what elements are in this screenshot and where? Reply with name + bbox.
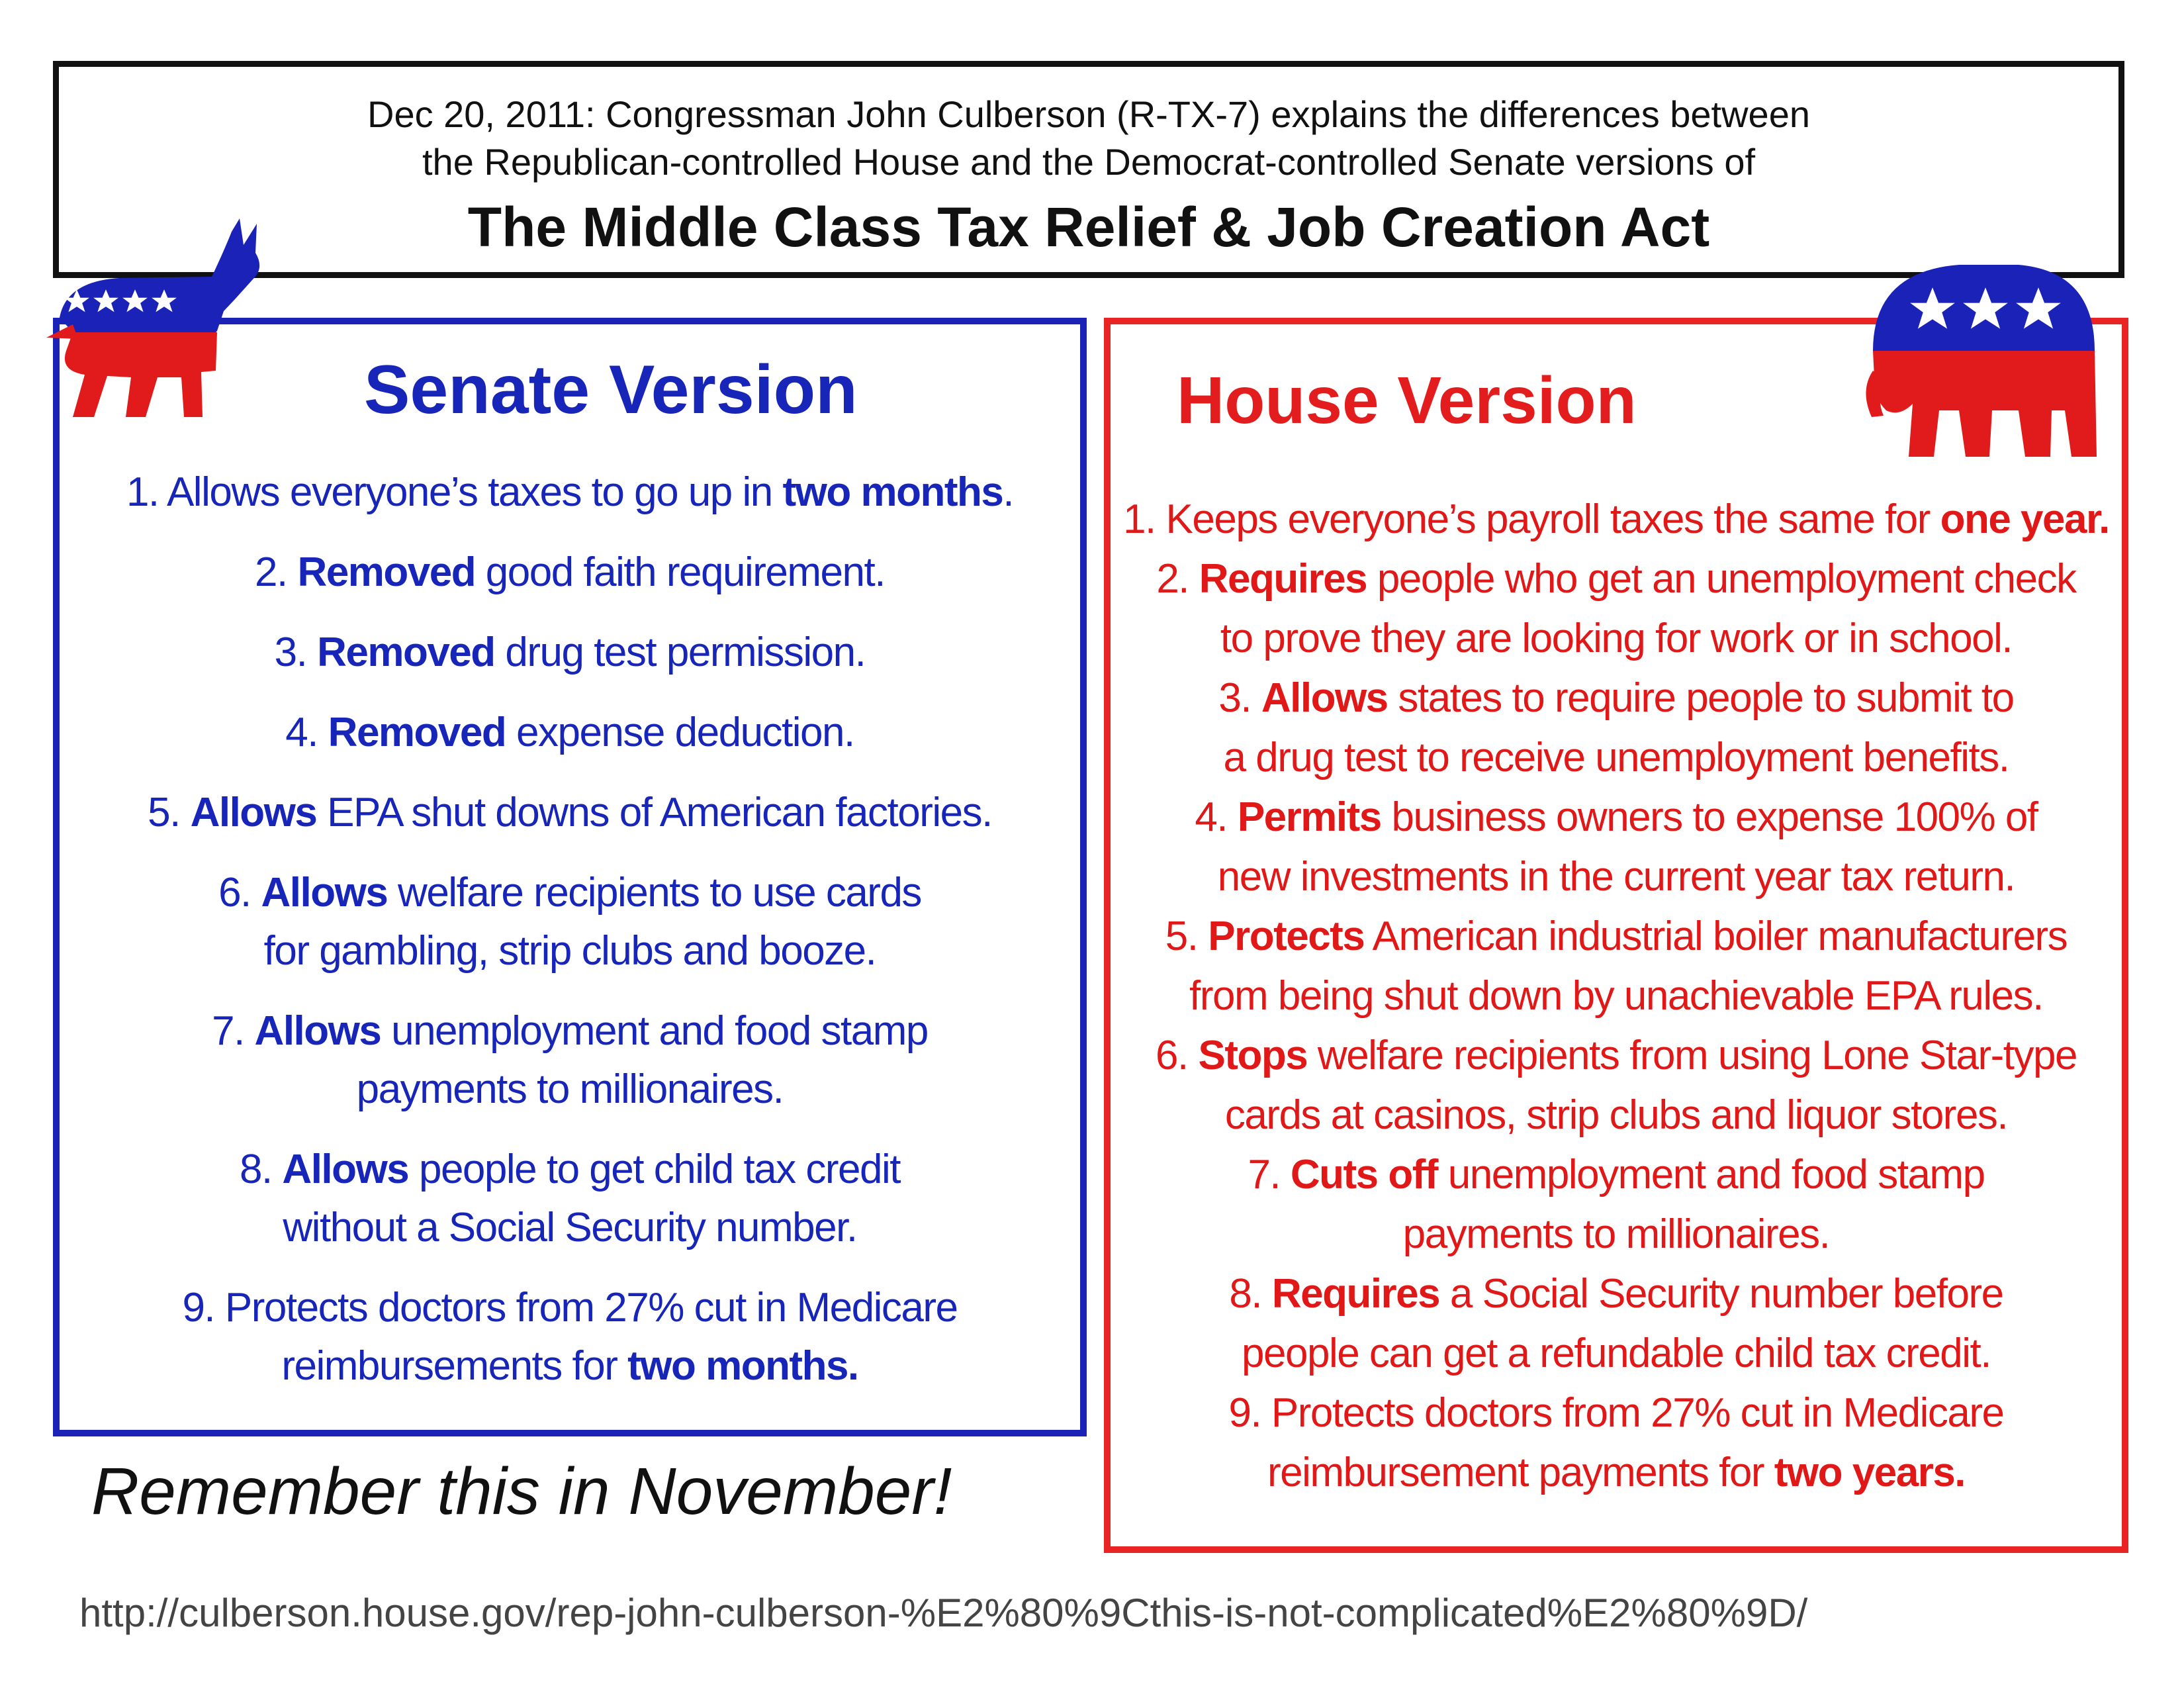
republican-elephant-icon bbox=[1860, 258, 2105, 470]
house-item bbox=[1111, 1383, 2122, 1503]
item-text: 4. bbox=[1195, 794, 1238, 840]
item-text: 7. bbox=[212, 1008, 255, 1054]
item-text-line2: reimbursement payments for bbox=[1267, 1450, 1774, 1495]
item-emphasis: two months. bbox=[627, 1343, 858, 1389]
item-emphasis: Requires bbox=[1199, 556, 1367, 602]
house-item bbox=[1111, 549, 2122, 669]
item-text: welfare recipients to use cards bbox=[387, 870, 921, 915]
house-item bbox=[1111, 788, 2122, 907]
item-emphasis: Removed bbox=[328, 710, 506, 755]
item-text: 1. Allows everyone’s taxes to go up in bbox=[126, 469, 783, 515]
item-emphasis: Allows bbox=[254, 1008, 381, 1054]
header-line-2: the Republican-controlled House and the Democrat-controlled Senate versions of bbox=[422, 141, 1756, 183]
item-text: people who get an unemployment check bbox=[1367, 556, 2076, 602]
item-text: welfare recipients from using Lone Star-type bbox=[1307, 1033, 2077, 1078]
senate-item bbox=[60, 864, 1080, 980]
item-emphasis: Removed bbox=[297, 549, 476, 595]
house-list bbox=[1111, 490, 2122, 1503]
item-text-line2: cards at casinos, strip clubs and liquor stores. bbox=[1224, 1092, 2008, 1138]
header-line-1: Dec 20, 2011: Congressman John Culberson (R-TX-7) explains the differences between bbox=[367, 93, 1810, 135]
item-text-line2: payments to millionaires. bbox=[1402, 1211, 1830, 1257]
item-text: 7. bbox=[1248, 1152, 1291, 1197]
item-emphasis: two years. bbox=[1774, 1450, 1966, 1495]
democrat-donkey-icon bbox=[46, 218, 271, 437]
item-text: 3. bbox=[274, 630, 318, 675]
senate-item bbox=[60, 624, 1080, 682]
item-emphasis: Removed bbox=[317, 630, 495, 675]
item-emphasis: Allows bbox=[261, 870, 388, 915]
item-text: 4. bbox=[285, 710, 328, 755]
house-item bbox=[1111, 1145, 2122, 1264]
item-text: 5. bbox=[148, 790, 191, 835]
item-text: expense deduction. bbox=[506, 710, 854, 755]
item-text: a Social Security number before bbox=[1439, 1271, 2003, 1317]
item-text: 1. Keeps everyone’s payroll taxes the same for bbox=[1123, 496, 1940, 542]
item-text-line2: to prove they are looking for work or in school. bbox=[1220, 616, 2013, 661]
source-url: http://culberson.house.gov/rep-john-culberson-%E2%80%9Cthis-is-not-complicated%E2%80%9D/ bbox=[79, 1591, 1808, 1635]
item-text: people to get child tax credit bbox=[408, 1147, 900, 1192]
item-text: 6. bbox=[218, 870, 261, 915]
house-item bbox=[1111, 907, 2122, 1026]
house-item bbox=[1111, 1264, 2122, 1383]
senate-item bbox=[60, 543, 1080, 602]
item-text: unemployment and food stamp bbox=[1437, 1152, 1985, 1197]
item-text: 8. bbox=[1229, 1271, 1272, 1317]
senate-title: Senate Version bbox=[364, 352, 858, 428]
item-text-line2: from being shut down by unachievable EPA rules. bbox=[1189, 973, 2043, 1019]
item-text: states to require people to submit to bbox=[1387, 675, 2014, 721]
item-emphasis: Allows bbox=[190, 790, 317, 835]
header-box bbox=[53, 61, 2124, 278]
senate-item bbox=[60, 463, 1080, 522]
house-item bbox=[1111, 1026, 2122, 1145]
item-emphasis: Cuts off bbox=[1290, 1152, 1438, 1197]
item-text: drug test permission. bbox=[494, 630, 866, 675]
item-text-line2: payments to millionaires. bbox=[356, 1066, 784, 1112]
item-emphasis: Allows bbox=[282, 1147, 409, 1192]
item-text: 2. bbox=[255, 549, 298, 595]
remember-slogan: Remember this in November! bbox=[91, 1454, 952, 1528]
item-emphasis: Protects bbox=[1208, 914, 1365, 959]
item-text: good faith requirement. bbox=[475, 549, 885, 595]
item-text-line2: without a Social Security number. bbox=[283, 1205, 857, 1250]
item-emphasis: one year. bbox=[1940, 496, 2109, 542]
item-text: American industrial boiler manufacturers bbox=[1364, 914, 2068, 959]
item-text: 5. bbox=[1165, 914, 1208, 959]
item-emphasis: Requires bbox=[1271, 1271, 1440, 1317]
item-text: EPA shut downs of American factories. bbox=[316, 790, 992, 835]
item-text: 8. bbox=[239, 1147, 283, 1192]
item-text: 9. Protects doctors from 27% cut in Medicare bbox=[182, 1285, 958, 1331]
senate-item bbox=[60, 704, 1080, 762]
item-text-line2: for gambling, strip clubs and booze. bbox=[263, 928, 876, 974]
item-text: business owners to expense 100% of bbox=[1381, 794, 2038, 840]
house-title: House Version bbox=[1177, 363, 1637, 438]
item-text: 2. bbox=[1156, 556, 1199, 602]
act-title: The Middle Class Tax Relief & Job Creation Act bbox=[467, 196, 1710, 258]
item-emphasis: two months bbox=[782, 469, 1003, 515]
item-text: . bbox=[1003, 469, 1014, 515]
senate-item bbox=[60, 1141, 1080, 1257]
senate-item bbox=[60, 1002, 1080, 1119]
item-emphasis: Allows bbox=[1261, 675, 1388, 721]
item-text: unemployment and food stamp bbox=[381, 1008, 928, 1054]
senate-list bbox=[60, 463, 1080, 1417]
item-text: 3. bbox=[1218, 675, 1261, 721]
house-item bbox=[1111, 490, 2122, 549]
item-text: 9. Protects doctors from 27% cut in Medicare bbox=[1228, 1390, 2004, 1436]
senate-item bbox=[60, 1279, 1080, 1395]
item-text-line2: reimbursements for bbox=[281, 1343, 628, 1389]
item-emphasis: Permits bbox=[1237, 794, 1381, 840]
house-item bbox=[1111, 669, 2122, 788]
item-text-line2: new investments in the current year tax return. bbox=[1217, 854, 2015, 900]
senate-panel bbox=[53, 318, 1087, 1436]
item-text-line2: people can get a refundable child tax credit. bbox=[1242, 1331, 1991, 1376]
item-text: 6. bbox=[1156, 1033, 1199, 1078]
item-text-line2: a drug test to receive unemployment benefits. bbox=[1223, 735, 2009, 780]
house-panel bbox=[1104, 318, 2128, 1553]
item-emphasis: Stops bbox=[1198, 1033, 1308, 1078]
senate-item bbox=[60, 784, 1080, 842]
